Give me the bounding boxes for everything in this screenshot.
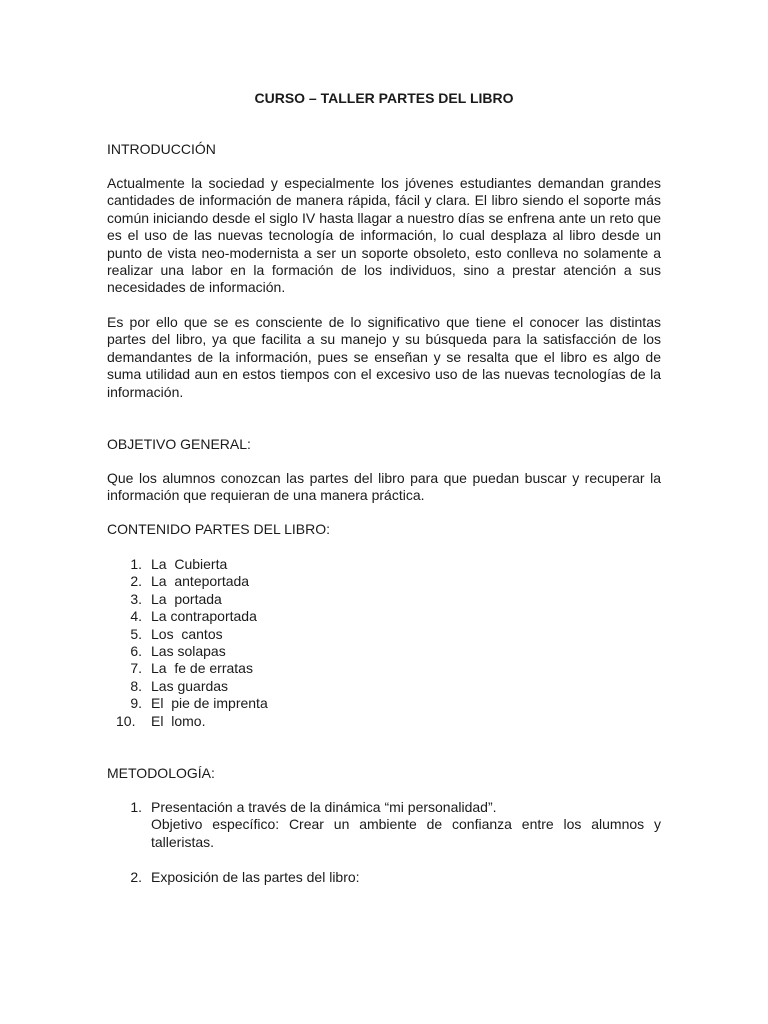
list-item-number: 4. <box>130 608 142 625</box>
method-item-number: 1. <box>130 799 142 815</box>
intro-paragraph-1: Actualmente la sociedad y especialmente los jóvenes estudiantes demandan grandes cantidades de información de manera rápida, fácil y clara. El libro siendo el soporte más común iniciando desde el siglo IV hasta llagar a nuestro días se enfrena ante un reto que es el uso de las nuevas tecnología de información, lo cual desplaza al libro desde un punto de vista neo-modernista a ser un soporte obsoleto, esto conlleva no solamente a realizar una labor en la formación de los individuos, sino a prestar atención a sus necesidades de información. <box>107 175 661 296</box>
list-item-text: La contraportada <box>151 608 257 625</box>
list-item-number: 8. <box>130 677 142 694</box>
document-title: CURSO – TALLER PARTES DEL LIBRO <box>254 90 514 106</box>
list-item <box>107 556 661 573</box>
list-item <box>107 678 661 695</box>
list-item <box>107 626 661 643</box>
list-item-text: La Cubierta <box>151 556 228 572</box>
list-item <box>107 695 661 712</box>
objective-paragraph: Que los alumnos conozcan las partes del libro para que puedan buscar y recuperar la información que requieran de una manera práctica. <box>107 470 661 504</box>
list-item <box>107 591 661 608</box>
list-item <box>107 608 661 625</box>
list-item-text: La anteportada <box>151 573 250 590</box>
list-item-number: 6. <box>130 643 142 660</box>
method-item-text: Exposición de las partes del libro: <box>151 868 360 885</box>
content-heading: CONTENIDO PARTES DEL LIBRO: <box>107 521 331 537</box>
intro-paragraph-2: Es por ello que se es consciente de lo significativo que tiene el conocer las distintas partes del libro, ya que facilita a su manejo y su búsqueda para la satisfacción de los demandantes de la información, pues se enseñan y se resalta que el libro es algo de suma utilidad aun en estos tiempos con el excesivo uso de las nuevas tecnologías de la información. <box>107 314 661 400</box>
method-item <box>107 869 661 886</box>
method-item <box>107 799 661 816</box>
list-item-number: 5. <box>130 625 142 642</box>
method-heading: METODOLOGÍA: <box>107 765 215 781</box>
list-item-text: El pie de imprenta <box>151 695 268 712</box>
method-item-text: Presentación a través de la dinámica “mi personalidad”. <box>151 799 497 815</box>
objective-heading: OBJETIVO GENERAL: <box>107 436 251 452</box>
list-item <box>107 643 661 660</box>
list-item-number: 1. <box>130 556 142 572</box>
list-item <box>107 713 661 730</box>
list-item-number: 2. <box>130 573 142 590</box>
method-item-subtext: Objetivo específico: Crear un ambiente de confianza entre los alumnos y talleristas. <box>151 816 661 850</box>
list-item-text: Las solapas <box>151 643 226 660</box>
list-item-number: 7. <box>130 660 142 677</box>
list-item <box>107 660 661 677</box>
method-item-number: 2. <box>130 868 142 885</box>
list-item-number: 10. <box>116 712 136 729</box>
content-list <box>107 556 661 730</box>
list-item-text: El lomo. <box>151 712 206 729</box>
list-item-text: La fe de erratas <box>151 660 253 677</box>
method-list <box>107 799 661 886</box>
list-item-text: Los cantos <box>151 625 223 642</box>
list-item-text: Las guardas <box>151 677 229 694</box>
list-item-text: La portada <box>151 590 222 607</box>
list-item-number: 3. <box>130 590 142 607</box>
intro-heading: INTRODUCCIÓN <box>107 141 216 157</box>
list-item-number: 9. <box>130 695 142 712</box>
list-item <box>107 573 661 590</box>
